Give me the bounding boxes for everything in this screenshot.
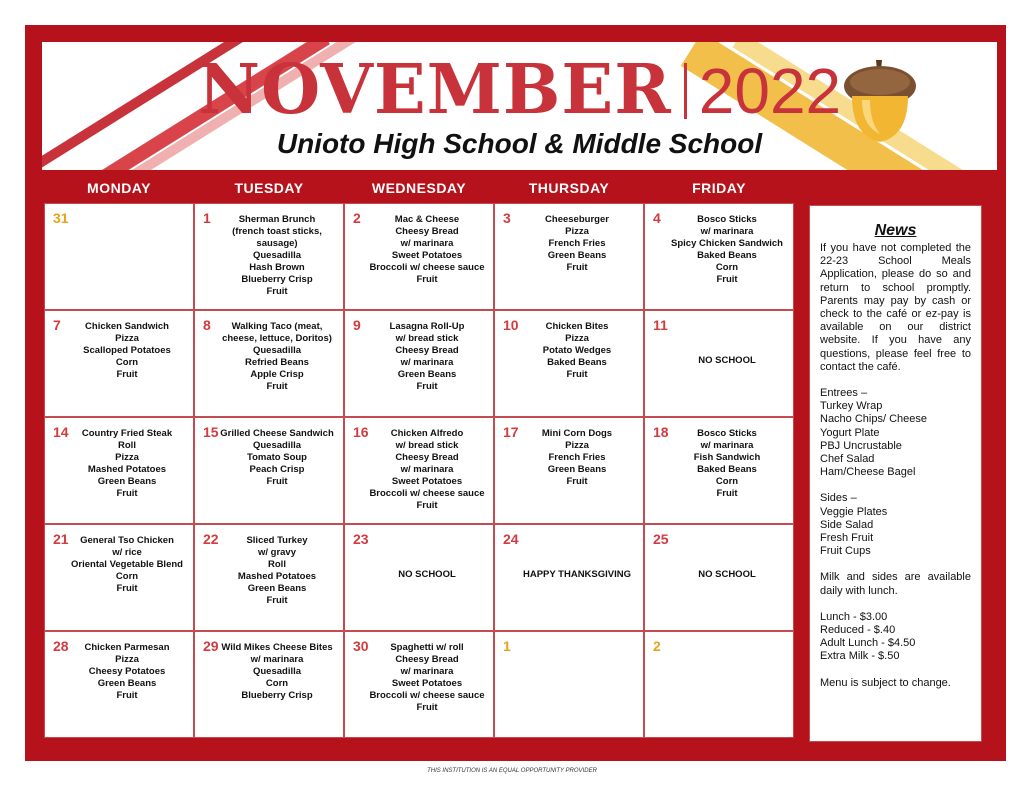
menu-item: Potato Wedges xyxy=(542,345,612,356)
month-title: NOVEMBER xyxy=(197,50,672,130)
menu-item: Pizza xyxy=(115,654,139,665)
menu-item: Peach Crisp xyxy=(249,464,305,475)
day-number: 18 xyxy=(653,424,669,440)
day-number: 8 xyxy=(203,317,211,333)
menu-item: Cheeseburger xyxy=(545,214,609,225)
closure-note xyxy=(665,569,789,581)
menu-list xyxy=(515,428,639,488)
day-number: 17 xyxy=(503,424,519,440)
sides-section xyxy=(820,492,971,558)
menu-item: Broccoli w/ cheese sauce xyxy=(369,488,485,499)
day-cell xyxy=(644,631,794,738)
menu-item: Fruit xyxy=(416,274,438,285)
menu-item: cheese, lettuce, Doritos) xyxy=(222,333,332,344)
day-cell xyxy=(44,631,194,738)
menu-item: Chicken Alfredo xyxy=(390,428,464,439)
side-item: Fresh Fruit xyxy=(820,532,874,545)
menu-item: Blueberry Crisp xyxy=(241,690,313,701)
menu-item: NO SCHOOL xyxy=(698,569,756,580)
menu-item: Cheesy Potatoes xyxy=(88,666,166,677)
footer-note: THIS INSTITUTION IS AN EQUAL OPPORTUNITY PROVIDER xyxy=(427,768,597,774)
menu-item: Green Beans xyxy=(247,583,307,594)
day-number: 29 xyxy=(203,638,219,654)
menu-item: Bosco Sticks xyxy=(697,214,757,225)
menu-item: Roll xyxy=(268,559,286,570)
price-item: Reduced - $.40 xyxy=(820,624,896,637)
menu-item: Fruit xyxy=(116,583,138,594)
menu-item: Fruit xyxy=(716,274,738,285)
menu-item: Green Beans xyxy=(97,678,157,689)
menu-item: Country Fried Steak xyxy=(81,428,173,439)
menu-item: Fruit xyxy=(416,381,438,392)
day-number: 21 xyxy=(53,531,69,547)
menu-item: Pizza xyxy=(115,333,139,344)
day-header-thursday: THURSDAY xyxy=(528,180,610,196)
day-header-tuesday: TUESDAY xyxy=(234,180,304,196)
menu-item: Quesadilla xyxy=(252,345,302,356)
menu-list xyxy=(365,321,489,393)
day-number: 1 xyxy=(203,210,211,226)
side-item: Side Salad xyxy=(820,518,874,531)
menu-item: Fruit xyxy=(116,369,138,380)
menu-item: Corn xyxy=(715,262,739,273)
menu-item: Mac & Cheese xyxy=(394,214,460,225)
menu-item: Fruit xyxy=(266,595,288,606)
menu-item: Green Beans xyxy=(547,464,607,475)
menu-item: w/ marinara xyxy=(250,654,304,665)
day-cell xyxy=(44,417,194,524)
menu-list xyxy=(215,428,339,488)
day-number: 2 xyxy=(653,638,661,654)
menu-item: w/ marinara xyxy=(400,357,454,368)
menu-item: Sweet Potatoes xyxy=(391,678,463,689)
menu-item: w/ marinara xyxy=(400,238,454,249)
menu-item: HAPPY THANKSGIVING xyxy=(522,569,632,580)
day-cell xyxy=(344,417,494,524)
menu-item: Sweet Potatoes xyxy=(391,476,463,487)
menu-item: Mashed Potatoes xyxy=(87,464,167,475)
menu-list xyxy=(515,321,639,381)
day-number: 25 xyxy=(653,531,669,547)
day-cell xyxy=(494,631,644,738)
menu-item: Fruit xyxy=(116,690,138,701)
price-item: Lunch - $3.00 xyxy=(820,610,888,623)
menu-item: NO SCHOOL xyxy=(398,569,456,580)
day-cell xyxy=(194,631,344,738)
menu-item: Pizza xyxy=(565,440,589,451)
entrees-section xyxy=(820,387,971,479)
price-item: Extra Milk - $.50 xyxy=(820,650,900,663)
news-title: News xyxy=(874,222,917,239)
menu-item: General Tso Chicken xyxy=(80,535,174,546)
day-cell xyxy=(194,524,344,631)
menu-item: w/ marinara xyxy=(400,666,454,677)
menu-item: Broccoli w/ cheese sauce xyxy=(369,262,485,273)
menu-item: Sherman Brunch xyxy=(238,214,316,225)
menu-item: Walking Taco (meat, xyxy=(231,321,323,332)
entree-item: Turkey Wrap xyxy=(820,400,883,413)
entree-item: Yogurt Plate xyxy=(820,426,880,439)
day-number: 24 xyxy=(503,531,519,547)
menu-item: Fruit xyxy=(566,262,588,273)
menu-item: Fruit xyxy=(416,702,438,713)
menu-item: Corn xyxy=(115,571,139,582)
menu-item: Oriental Vegetable Blend xyxy=(71,559,183,570)
day-cell xyxy=(194,417,344,524)
menu-list xyxy=(365,214,489,286)
day-cell xyxy=(644,524,794,631)
menu-item: Quesadilla xyxy=(252,440,302,451)
prices-section xyxy=(820,611,971,664)
milk-note: Milk and sides are available daily with lunch. xyxy=(820,571,971,597)
menu-list xyxy=(65,642,189,702)
menu-list xyxy=(665,214,789,286)
menu-list xyxy=(215,535,339,607)
menu-item: Baked Beans xyxy=(697,250,757,261)
menu-item: Spaghetti w/ roll xyxy=(390,642,464,653)
menu-item: w/ rice xyxy=(112,547,142,558)
entree-item: Nacho Chips/ Cheese xyxy=(820,413,928,426)
day-number: 15 xyxy=(203,424,219,440)
day-number: 14 xyxy=(53,424,69,440)
closure-note xyxy=(365,569,489,581)
school-name: Unioto High School & Middle School xyxy=(276,128,763,159)
day-header-wednesday: WEDNESDAY xyxy=(371,180,467,196)
day-cell xyxy=(344,631,494,738)
menu-item: Fruit xyxy=(416,500,438,511)
day-number: 31 xyxy=(53,210,69,226)
menu-item: Green Beans xyxy=(97,476,157,487)
acorn-icon xyxy=(840,56,920,146)
menu-item: Pizza xyxy=(115,452,139,463)
menu-item: w/ marinara xyxy=(700,226,754,237)
menu-item: Quesadilla xyxy=(252,250,302,261)
day-number: 9 xyxy=(353,317,361,333)
day-number: 7 xyxy=(53,317,61,333)
day-cell xyxy=(644,310,794,417)
menu-item: Fruit xyxy=(266,286,288,297)
change-note: Menu is subject to change. xyxy=(820,676,951,689)
menu-item: Refried Beans xyxy=(245,357,309,368)
menu-item: Roll xyxy=(118,440,136,451)
menu-item: Pizza xyxy=(565,333,589,344)
menu-item: Blueberry Crisp xyxy=(241,274,313,285)
menu-item: Fruit xyxy=(116,488,138,499)
menu-item: French Fries xyxy=(548,452,606,463)
menu-item: Cheesy Bread xyxy=(395,452,459,463)
entree-item: Chef Salad xyxy=(820,453,875,466)
menu-item: w/ gravy xyxy=(257,547,297,558)
menu-item: Fruit xyxy=(266,476,288,487)
side-item: Veggie Plates xyxy=(820,505,888,518)
menu-item: w/ marinara xyxy=(700,440,754,451)
day-number: 28 xyxy=(53,638,69,654)
closure-note xyxy=(665,355,789,367)
menu-item: Bosco Sticks xyxy=(697,428,757,439)
menu-item: Chicken Parmesan xyxy=(84,642,170,653)
day-cell xyxy=(194,310,344,417)
menu-list xyxy=(215,321,339,393)
menu-item: Hash Brown xyxy=(249,262,305,273)
menu-item: Broccoli w/ cheese sauce xyxy=(369,690,485,701)
menu-item: Fruit xyxy=(566,476,588,487)
menu-item: w/ bread stick xyxy=(395,333,459,344)
day-cell xyxy=(44,524,194,631)
menu-item: w/ bread stick xyxy=(395,440,459,451)
day-cell xyxy=(494,310,644,417)
menu-item: Cheesy Bread xyxy=(395,654,459,665)
menu-item: Wild Mikes Cheese Bites xyxy=(221,642,333,653)
menu-list xyxy=(65,428,189,500)
menu-item: Corn xyxy=(115,357,139,368)
menu-item: NO SCHOOL xyxy=(698,355,756,366)
menu-item: Corn xyxy=(265,678,289,689)
news-paragraph: If you have not completed the 22-23 School Meals Application, please do so and return to school promptly. Parents may pay by cash or check to the café or ez-pay is available on our district website. If you have any questions, please feel free to contact the café. xyxy=(820,242,971,373)
entree-item: PBJ Uncrustable xyxy=(820,439,902,452)
day-cell xyxy=(494,203,644,310)
menu-item: Quesadilla xyxy=(252,666,302,677)
day-cell xyxy=(494,417,644,524)
closure-note xyxy=(515,569,639,581)
menu-list xyxy=(215,214,339,298)
menu-item: Cheesy Bread xyxy=(395,226,459,237)
day-number: 1 xyxy=(503,638,511,654)
day-number: 30 xyxy=(353,638,369,654)
day-number: 2 xyxy=(353,210,361,226)
menu-list xyxy=(65,321,189,381)
day-header-friday: FRIDAY xyxy=(692,180,746,196)
day-number: 4 xyxy=(653,210,661,226)
menu-item: Fish Sandwich xyxy=(693,452,761,463)
day-cell xyxy=(344,203,494,310)
menu-list xyxy=(665,428,789,500)
menu-item: Corn xyxy=(715,476,739,487)
day-cell xyxy=(644,203,794,310)
menu-list xyxy=(215,642,339,702)
day-cell xyxy=(344,310,494,417)
entree-item: Ham/Cheese Bagel xyxy=(820,466,916,479)
menu-item: Baked Beans xyxy=(547,357,607,368)
news-panel xyxy=(809,205,982,742)
day-header-monday: MONDAY xyxy=(87,180,151,196)
menu-item: Fruit xyxy=(716,488,738,499)
title-divider xyxy=(684,63,687,119)
menu-list xyxy=(65,535,189,595)
menu-item: Chicken Sandwich xyxy=(85,321,169,332)
day-cell xyxy=(344,524,494,631)
day-cell xyxy=(644,417,794,524)
menu-item: Sliced Turkey xyxy=(246,535,308,546)
price-item: Adult Lunch - $4.50 xyxy=(820,637,916,650)
menu-item: Pizza xyxy=(565,226,589,237)
menu-item: Spicy Chicken Sandwich xyxy=(671,238,783,249)
menu-item: Mini Corn Dogs xyxy=(541,428,613,439)
day-number: 16 xyxy=(353,424,369,440)
day-number: 3 xyxy=(503,210,511,226)
menu-item: Scalloped Potatoes xyxy=(83,345,171,356)
menu-item: Baked Beans xyxy=(697,464,757,475)
menu-list xyxy=(365,428,489,512)
day-number: 11 xyxy=(653,317,668,333)
day-number: 10 xyxy=(503,317,519,333)
day-number: 23 xyxy=(353,531,369,547)
menu-item: Grilled Cheese Sandwich xyxy=(220,428,334,439)
menu-item: Mashed Potatoes xyxy=(237,571,317,582)
menu-item: Cheesy Bread xyxy=(395,345,459,356)
day-cell xyxy=(44,310,194,417)
menu-item: French Fries xyxy=(548,238,606,249)
menu-item: (french toast sticks, sausage) xyxy=(232,226,322,249)
menu-item: Green Beans xyxy=(547,250,607,261)
day-cell xyxy=(194,203,344,310)
year-title: 2022 xyxy=(698,55,842,127)
menu-item: Chicken Bites xyxy=(545,321,609,332)
menu-item: Apple Crisp xyxy=(250,369,304,380)
entrees-heading: Entrees – xyxy=(820,387,868,400)
menu-list xyxy=(515,214,639,274)
sides-heading: Sides – xyxy=(820,492,857,505)
menu-item: Sweet Potatoes xyxy=(391,250,463,261)
menu-item: w/ marinara xyxy=(400,464,454,475)
menu-item: Green Beans xyxy=(397,369,457,380)
day-cell xyxy=(494,524,644,631)
menu-item: Fruit xyxy=(266,381,288,392)
menu-item: Lasagna Roll-Up xyxy=(389,321,465,332)
menu-item: Fruit xyxy=(566,369,588,380)
menu-list xyxy=(365,642,489,714)
day-cell xyxy=(44,203,194,310)
day-number: 22 xyxy=(203,531,219,547)
side-item: Fruit Cups xyxy=(820,545,871,558)
menu-item: Tomato Soup xyxy=(247,452,307,463)
